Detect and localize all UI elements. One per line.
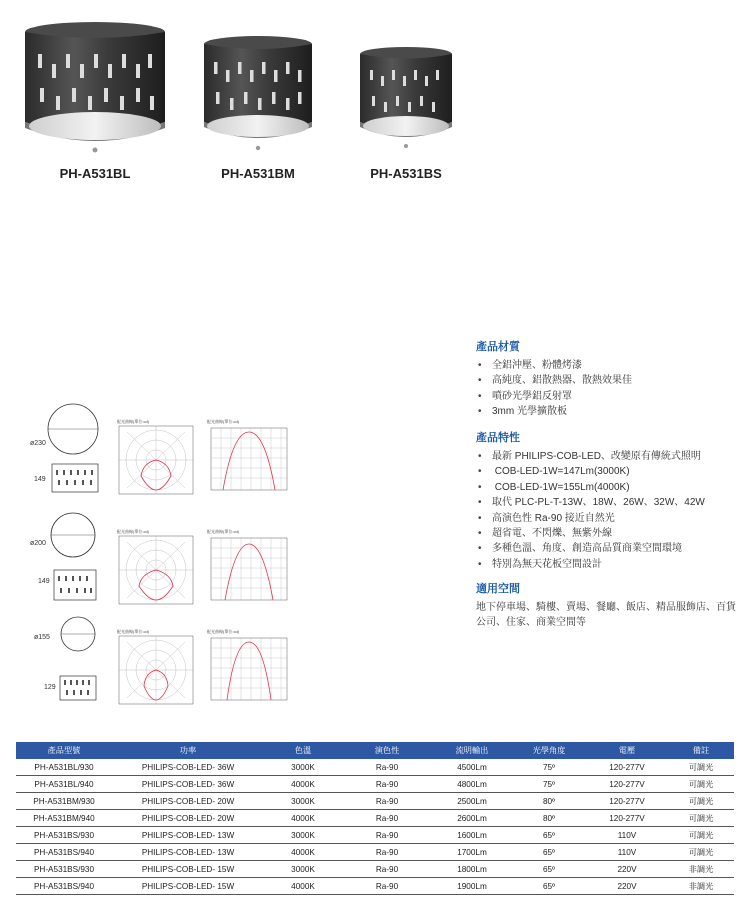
table-row: [16, 759, 734, 776]
cell-color-temp: 4000K: [264, 810, 342, 827]
cell-power: PHILIPS-COB-LED- 36W: [112, 759, 264, 776]
cell-lumen: 1700Lm: [432, 844, 512, 861]
product-image-bm: [200, 30, 316, 154]
cell-remarks: 可調光: [668, 759, 734, 776]
feature-item: • 高演色性 Ra-90 接近自然光: [476, 511, 705, 526]
table-row: [16, 810, 734, 827]
polar-plot-bs: [115, 628, 197, 708]
cell-remarks: 可調光: [668, 844, 734, 861]
col-header-color-temp: 色溫: [264, 742, 342, 759]
cell-beam-angle: 65º: [512, 878, 586, 895]
col-header-remarks: 備註: [668, 742, 734, 759]
dimension-drawing-bl: [46, 400, 106, 500]
cell-remarks: 可調光: [668, 810, 734, 827]
cell-beam-angle: 75º: [512, 776, 586, 793]
cell-lumen: 1800Lm: [432, 861, 512, 878]
material-section: [476, 338, 632, 420]
application-text: 地下停車場、騎樓、賣場、餐廳、飯店、精品服飾店、百貨公司、住家、商業空間等: [476, 602, 736, 628]
application-section: [476, 580, 738, 630]
product-image-bl: [20, 14, 170, 156]
plot-title: 配光曲線(單位:cd): [117, 629, 149, 634]
cell-power: PHILIPS-COB-LED- 15W: [112, 861, 264, 878]
dimension-drawing-bm: [48, 508, 106, 606]
cell-beam-angle: 65º: [512, 861, 586, 878]
material-item: • 高純度、鋁散熱器、散熱效果佳: [476, 373, 632, 388]
cell-voltage: 220V: [586, 861, 668, 878]
cell-beam-angle: 65º: [512, 844, 586, 861]
cell-power: PHILIPS-COB-LED- 20W: [112, 810, 264, 827]
feature-item: • 最新 PHILIPS-COB-LED、改變原有傳統式照明: [476, 449, 705, 464]
height-label: 129: [44, 684, 56, 691]
feature-item: • 多種色溫、角度、創造高品質商業空間環境: [476, 541, 705, 556]
feature-item: • COB-LED-1W=147Lm(3000K): [476, 464, 705, 479]
cell-cri: Ra-90: [342, 827, 432, 844]
cell-remarks: 非調光: [668, 878, 734, 895]
feature-item: • 取代 PLC-PL-T-13W、18W、26W、32W、42W: [476, 495, 705, 510]
material-item: • 噴砂光學鋁反射罩: [476, 389, 632, 404]
application-title: 適用空間: [476, 583, 520, 595]
cell-voltage: 110V: [586, 844, 668, 861]
plot-title: 配光曲線(單位:cd): [207, 419, 239, 424]
plot-title: 配光曲線(單位:cd): [207, 529, 239, 534]
col-header-lumen: 流明輸出: [432, 742, 512, 759]
col-header-beam-angle: 光學角度: [512, 742, 586, 759]
plot-title: 配光曲線(單位:cd): [117, 419, 149, 424]
cell-model: PH-A531BS/930: [16, 827, 112, 844]
cell-cri: Ra-90: [342, 844, 432, 861]
cell-lumen: 1600Lm: [432, 827, 512, 844]
cell-color-temp: 4000K: [264, 878, 342, 895]
plot-title: 配光曲線(單位:cd): [117, 529, 149, 534]
table-row: [16, 861, 734, 878]
cell-beam-angle: 80º: [512, 810, 586, 827]
cell-model: PH-A531BM/930: [16, 793, 112, 810]
features-title: 產品特性: [476, 432, 520, 444]
cell-lumen: 1900Lm: [432, 878, 512, 895]
cell-cri: Ra-90: [342, 776, 432, 793]
cell-model: PH-A531BS/940: [16, 878, 112, 895]
intensity-plot-bl: [205, 418, 291, 498]
cell-voltage: 120-277V: [586, 759, 668, 776]
cell-model: PH-A531BL/930: [16, 759, 112, 776]
cell-lumen: 2600Lm: [432, 810, 512, 827]
cell-power: PHILIPS-COB-LED- 15W: [112, 878, 264, 895]
diameter-label: ø200: [30, 540, 46, 547]
cell-model: PH-A531BS/930: [16, 861, 112, 878]
cell-beam-angle: 75º: [512, 759, 586, 776]
product-label-bs: PH-A531BS: [370, 166, 442, 181]
cell-power: PHILIPS-COB-LED- 13W: [112, 827, 264, 844]
material-title: 產品材質: [476, 341, 520, 353]
cell-model: PH-A531BL/940: [16, 776, 112, 793]
table-row: [16, 793, 734, 810]
features-section: [476, 429, 705, 572]
height-label: 149: [38, 578, 50, 585]
polar-plot-bm: [115, 528, 197, 608]
cell-voltage: 220V: [586, 878, 668, 895]
col-header-model: 產品型號: [16, 742, 112, 759]
cell-remarks: 可調光: [668, 827, 734, 844]
diameter-label: ø155: [34, 634, 50, 641]
table-row: [16, 844, 734, 861]
cell-color-temp: 4000K: [264, 776, 342, 793]
plot-title: 配光曲線(單位:cd): [207, 629, 239, 634]
feature-item: • COB-LED-1W=155Lm(4000K): [476, 480, 705, 495]
cell-power: PHILIPS-COB-LED- 13W: [112, 844, 264, 861]
dimension-drawing-bs: [54, 612, 106, 706]
cell-model: PH-A531BS/940: [16, 844, 112, 861]
cell-color-temp: 3000K: [264, 827, 342, 844]
cell-voltage: 120-277V: [586, 776, 668, 793]
cell-beam-angle: 80º: [512, 793, 586, 810]
cell-color-temp: 3000K: [264, 861, 342, 878]
product-label-bm: PH-A531BM: [221, 166, 295, 181]
cell-cri: Ra-90: [342, 861, 432, 878]
cell-voltage: 120-277V: [586, 793, 668, 810]
cell-color-temp: 3000K: [264, 759, 342, 776]
cell-cri: Ra-90: [342, 810, 432, 827]
cell-model: PH-A531BM/940: [16, 810, 112, 827]
cell-remarks: 非調光: [668, 861, 734, 878]
intensity-plot-bs: [205, 628, 291, 708]
diameter-label: ø230: [30, 440, 46, 447]
col-header-voltage: 電壓: [586, 742, 668, 759]
cell-cri: Ra-90: [342, 878, 432, 895]
polar-plot-bl: [115, 418, 197, 498]
feature-item: • 特別為無天花板空間設計: [476, 557, 705, 572]
material-item: • 全鋁沖壓、粉體烤漆: [476, 358, 632, 373]
product-image-bs: [356, 42, 456, 152]
cell-lumen: 2500Lm: [432, 793, 512, 810]
cell-power: PHILIPS-COB-LED- 36W: [112, 776, 264, 793]
table-row: [16, 776, 734, 793]
cell-voltage: 120-277V: [586, 810, 668, 827]
cell-color-temp: 4000K: [264, 844, 342, 861]
table-row: [16, 827, 734, 844]
cell-power: PHILIPS-COB-LED- 20W: [112, 793, 264, 810]
cell-lumen: 4500Lm: [432, 759, 512, 776]
cell-cri: Ra-90: [342, 793, 432, 810]
material-item: • 3mm 光學擴散板: [476, 404, 632, 419]
col-header-cri: 演色性: [342, 742, 432, 759]
cell-remarks: 可調光: [668, 793, 734, 810]
table-header-row: [16, 742, 734, 759]
height-label: 149: [34, 476, 46, 483]
cell-cri: Ra-90: [342, 759, 432, 776]
cell-voltage: 110V: [586, 827, 668, 844]
cell-lumen: 4800Lm: [432, 776, 512, 793]
col-header-power: 功率: [112, 742, 264, 759]
cell-remarks: 可調光: [668, 776, 734, 793]
cell-beam-angle: 65º: [512, 827, 586, 844]
feature-item: • 超省電、不閃爍、無紫外線: [476, 526, 705, 541]
spec-table: [16, 742, 734, 895]
cell-color-temp: 3000K: [264, 793, 342, 810]
table-row: [16, 878, 734, 895]
product-label-bl: PH-A531BL: [59, 166, 131, 181]
intensity-plot-bm: [205, 528, 291, 608]
